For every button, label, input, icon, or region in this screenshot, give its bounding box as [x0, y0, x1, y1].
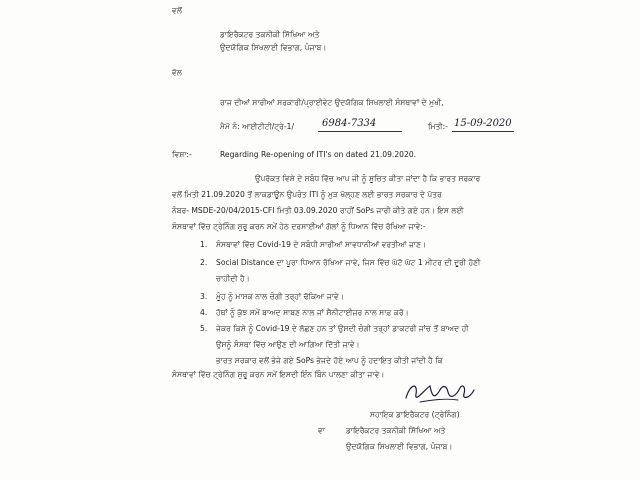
point-2-number: 2.: [200, 258, 208, 267]
point-5-number: 5.: [200, 324, 208, 333]
memo-number: 6984-7334: [322, 118, 377, 129]
subject-text: Regarding Re-opening of ITI's on dated 21.09.2020.: [220, 150, 417, 159]
signatory-for-label: ਵਾ: [318, 426, 325, 435]
subject-label: ਵਿਸ਼ਾ:-: [172, 150, 192, 159]
signatory-line-2: ਉਦਯੋਗਿਕ ਸਿਖਲਾਈ ਵਿਭਾਗ, ਪੰਜਾਬ।: [346, 442, 453, 451]
point-3-number: 3.: [200, 292, 208, 301]
body-line-1: ਉਪਰੋਕਤ ਵਿਸ਼ੇ ਦੇ ਸਬੰਧ ਵਿੱਚ ਆਪ ਜੀ ਨੂੰ ਸੂਚਿਤ ਕੀਤਾ ਜਾਂਦਾ ਹੈ ਕਿ ਭਾਰਤ ਸਰਕਾਰ: [255, 174, 481, 183]
closing-line-2: ਸੰਸਥਾਵਾਂ ਵਿੱਚ ਟ੍ਰੇਨਿੰਗ ਸ਼ੁਰੂ ਕਰਨ ਸਮੇਂ ਇਸਦੀ ਇੰਨ ਬਿੰਨ ਪਾਲਣਾ ਕੀਤਾ ਜਾਵੇ।: [172, 370, 385, 379]
memo-date: 15-09-2020: [454, 118, 512, 129]
from-line-2: ਉਦਯੋਗਿਕ ਸਿਖਲਾਈ ਵਿਭਾਗ, ਪੰਜਾਬ।: [220, 43, 327, 52]
point-5-text-cont: ਉਸਨੂੰ ਸੰਸਥਾ ਵਿੱਚ ਆਉਣ ਦੀ ਆਗਿਆ ਦਿੱਤੀ ਜਾਵੇ।: [216, 340, 360, 349]
body-line-4: ਸੰਸਥਾਵਾਂ ਵਿੱਚ ਟ੍ਰੇਨਿੰਗ ਸ਼ੁਰੂ ਕਰਨ ਸਮੇਂ ਹੇਠ ਦਰਸਾਈਆਂ ਗੱਲਾਂ ਨੂੰ ਧਿਆਨ ਵਿੱਚ ਰੱਖਿਆ ਜਾਵੇ:-: [172, 222, 426, 231]
from-line-1: ਡਾਇਰੈਕਟਰ ਤਕਨੀਕੀ ਸਿੱਖਿਆ ਅਤੇ: [220, 30, 320, 39]
point-5-text: ਜੇਕਰ ਕਿਸੇ ਨੂੰ Covid-19 ਦੇ ਲੱਛਣ ਹਨ ਤਾਂ ਉਸਦੀ ਚੰਗੀ ਤਰ੍ਹਾਂ ਡਾਕਟਰੀ ਜਾਂਚ ਤੋਂ ਬਾਅਦ ਹੀ: [216, 324, 469, 333]
signatory-line-1: ਡਾਇਰੈਕਟਰ ਤਕਨੀਕੀ ਸਿੱਖਿਆ ਅਤੇ: [346, 426, 446, 435]
point-3-text: ਮੂੰਹ ਨੂੰ ਮਾਸਕ ਨਾਲ ਚੰਗੀ ਤਰ੍ਹਾਂ ਢੱਕਿਆ ਜਾਵੇ।: [216, 292, 344, 301]
memo-date-underline: [452, 131, 514, 132]
point-4-number: 4.: [200, 308, 208, 317]
to-line: ਰਾਜ ਦੀਆਂ ਸਾਰੀਆਂ ਸਰਕਾਰੀ/ਪ੍ਰਾਈਵੇਟ ਉਦਯੋਗਿਕ ਸਿਖਲਾਈ ਸੰਸਥਾਵਾਂ ਦੇ ਮੁਖੀ,: [220, 98, 444, 107]
signatory-designation: ਸਹਾਇਕ ਡਾਇਰੈਕਟਰ (ਟ੍ਰੇਨਿੰਗ): [370, 410, 460, 419]
body-line-2: ਵਲੋਂ ਮਿਤੀ 21.09.2020 ਤੋਂ ਲਾਕਡਾਊਨ ਉਪਰੰਤ ITI ਨੂੰ ਮੁੜ ਖੋਲ੍ਹਣ ਲਈ ਭਾਰਤ ਸਰਕਾਰ ਦੇ ਪੱਤਰ: [172, 190, 442, 199]
point-4-text: ਹੱਥਾਂ ਨੂੰ ਕੁੱਝ ਸਮੇਂ ਬਾਅਦ ਸਾਬਣ ਨਾਲ ਜਾਂ ਸੈਨੀਟਾਈਜ਼ਰ ਨਾਲ ਸਾਫ਼ ਕਰੋ।: [216, 308, 409, 317]
memo-prefix: ਮੈਮੋ ਨੰ: ਆਈਟੀਟੀ/ਟ੍ਰੇ-1/: [220, 122, 295, 131]
memo-number-underline: [318, 131, 402, 132]
closing-line-1: ਭਾਰਤ ਸਰਕਾਰ ਵਲੋਂ ਭੇਜੇ ਗਏ SoPs ਭੇਜਦੇ ਹੋਏ ਆਪ ਨੂੰ ਹਦਾਇਤ ਕੀਤੀ ਜਾਂਦੀ ਹੈ ਕਿ: [216, 356, 443, 365]
point-2-text-cont: ਚਾਹੀਦੀ ਹੈ।: [216, 274, 250, 283]
to-label: ਵੱਲ: [172, 68, 182, 77]
point-1-number: 1.: [200, 240, 208, 249]
body-line-3: ਨੰਬਰ- MSDE-20/04/2015-CFI ਮਿਤੀ 03.09.2020 ਰਾਹੀਂ SoPs ਜਾਰੀ ਕੀਤੇ ਗਏ ਹਨ। ਇਸ ਲਈ: [172, 206, 464, 215]
memo-date-label: ਮਿਤੀ:-: [428, 122, 448, 131]
point-2-text: Social Distance ਦਾ ਪੂਰਾ ਧਿਆਨ ਰੱਖਿਆ ਜਾਵੇ, ਜਿਸ ਵਿੱਚ ਘੱਟੋ ਘੱਟ 1 ਮੀਟਰ ਦੀ ਦੂਰੀ ਹੋਣੀ: [216, 258, 481, 267]
signature: [400, 378, 480, 408]
from-label: ਵਲੋਂ: [172, 6, 182, 15]
point-1-text: ਸੰਸਥਾਵਾਂ ਵਿੱਚ Covid-19 ਦੇ ਸਬੰਧੀ ਸਾਰੀਆਂ ਸਾਵਧਾਨੀਆਂ ਵਰਤੀਆਂ ਜਾਣ।: [216, 240, 427, 249]
